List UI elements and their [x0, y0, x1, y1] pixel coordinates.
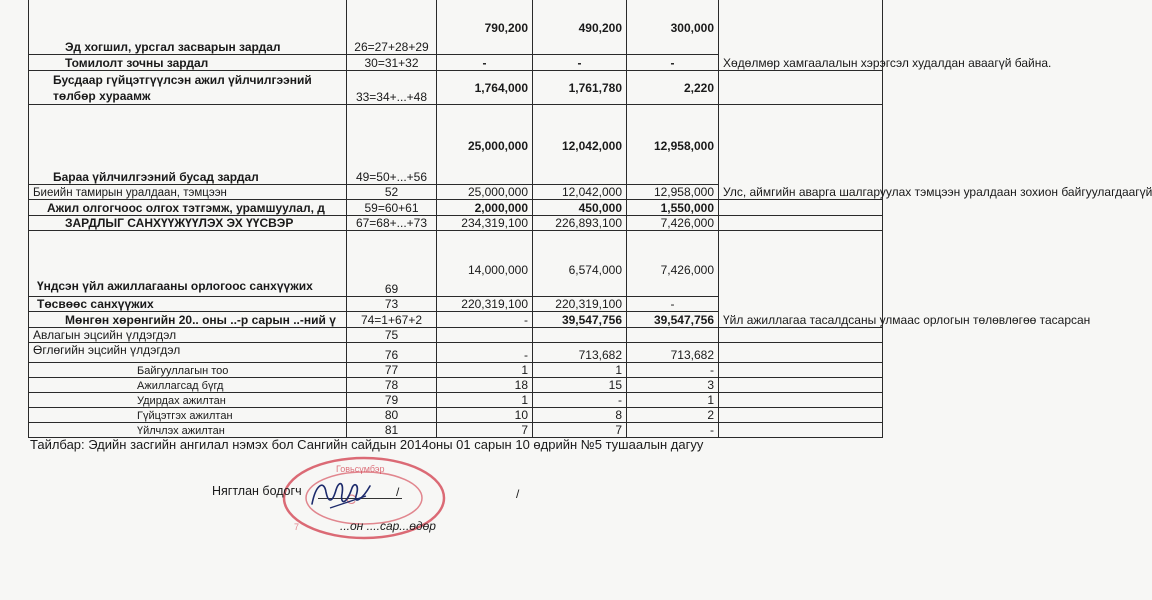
- row-note: [719, 393, 883, 408]
- row-code: 80: [347, 408, 437, 423]
- value-actual: 220,319,100: [533, 297, 627, 312]
- row-code: 81: [347, 423, 437, 438]
- row-note: [719, 343, 883, 363]
- value-planned: 234,319,100: [437, 216, 533, 231]
- table-row: [29, 216, 883, 231]
- table-row: [29, 328, 883, 343]
- row-label: Өглөгийн эцсийн үлдэгдэл: [29, 343, 347, 363]
- row-note: [719, 408, 883, 423]
- svg-text:С: С: [346, 491, 357, 507]
- value-actual: 490,200: [533, 0, 627, 55]
- value-planned: 1: [437, 393, 533, 408]
- value-difference: -: [627, 297, 719, 312]
- value-actual: 8: [533, 408, 627, 423]
- row-note: [719, 71, 883, 105]
- row-code: 78: [347, 378, 437, 393]
- row-code: 67=68+...+73: [347, 216, 437, 231]
- row-code: 69: [347, 231, 437, 297]
- row-code: 30=31+32: [347, 55, 437, 71]
- value-difference: [627, 328, 719, 343]
- value-actual: 450,000: [533, 200, 627, 216]
- row-label: ЗАРДЛЫГ САНХҮҮЖҮҮЛЭХ ЭХ ҮҮСВЭР: [29, 216, 347, 231]
- row-label: Эд хогшил, урсгал засварын зардал: [29, 0, 347, 55]
- footnote: Тайлбар: Эдийн засгийн ангилал нэмэх бол Сангийн сайдын 2014оны 01 сарын 10 өдрийн №5 тушаалын дагуу: [30, 437, 704, 452]
- value-difference: 300,000: [627, 0, 719, 55]
- value-planned: -: [437, 312, 533, 328]
- table-row: [29, 363, 883, 378]
- value-planned: 790,200: [437, 0, 533, 55]
- row-label: Бусдаар гүйцэтгүүлсэн ажил үйлчилгээний төлбөр хураамж: [29, 71, 347, 105]
- row-label: Төсвөөс санхүүжих: [29, 297, 347, 312]
- table-row: [29, 343, 883, 363]
- row-label: Байгууллагын тоо: [29, 363, 347, 378]
- row-note: [719, 200, 883, 216]
- row-code: 74=1+67+2: [347, 312, 437, 328]
- row-note: [719, 328, 883, 343]
- value-actual: 12,042,000: [533, 185, 627, 200]
- value-difference: -: [627, 363, 719, 378]
- row-code: 26=27+28+29: [347, 0, 437, 55]
- value-difference: 7,426,000: [627, 216, 719, 231]
- table-row: [29, 105, 883, 185]
- signature-icon: [306, 474, 376, 514]
- row-label: Мөнгөн хөрөнгийн 20.. оны ..-р сарын ..-ний ү: [29, 312, 347, 328]
- value-difference: 1: [627, 393, 719, 408]
- row-label: Гүйцэтгэх ажилтан: [29, 408, 347, 423]
- value-difference: -: [627, 423, 719, 438]
- value-planned: 7: [437, 423, 533, 438]
- table-row: [29, 408, 883, 423]
- row-code: 52: [347, 185, 437, 200]
- slash-mark: /: [396, 485, 400, 499]
- value-difference: 713,682: [627, 343, 719, 363]
- row-code: 76: [347, 343, 437, 363]
- value-difference: -: [627, 55, 719, 71]
- value-planned: 14,000,000: [437, 231, 533, 297]
- row-label: Үйлчлэх ажилтан: [29, 423, 347, 438]
- value-planned: 10: [437, 408, 533, 423]
- value-planned: [437, 328, 533, 343]
- table-row: [29, 71, 883, 105]
- table-row: [29, 423, 883, 438]
- table-row: [29, 200, 883, 216]
- value-actual: 226,893,100: [533, 216, 627, 231]
- value-difference: 12,958,000: [627, 185, 719, 200]
- row-note: [719, 378, 883, 393]
- row-note: [719, 216, 883, 231]
- value-actual: -: [533, 393, 627, 408]
- value-planned: 220,319,100: [437, 297, 533, 312]
- row-label: Удирдах ажилтан: [29, 393, 347, 408]
- value-actual: -: [533, 55, 627, 71]
- row-note: Хөдөлмөр хамгаалалын хэрэгсэл худалдан аваагүй байна.: [719, 0, 883, 71]
- table-row: [29, 378, 883, 393]
- row-label: Бараа үйлчилгээний бусад зардал: [29, 105, 347, 185]
- row-note: [719, 423, 883, 438]
- value-actual: 1: [533, 363, 627, 378]
- row-code: 77: [347, 363, 437, 378]
- row-label: Ажил олгогчоос олгох тэтгэмж, урамшуулал, д: [29, 200, 347, 216]
- value-actual: 713,682: [533, 343, 627, 363]
- table-row: [29, 393, 883, 408]
- value-planned: 2,000,000: [437, 200, 533, 216]
- accountant-label: Нягтлан бодогч: [212, 484, 302, 498]
- row-code: 79: [347, 393, 437, 408]
- value-planned: 1,764,000: [437, 71, 533, 105]
- row-label: Авлагын эцсийн үлдэгдэл: [29, 328, 347, 343]
- value-actual: [533, 328, 627, 343]
- row-code: 73: [347, 297, 437, 312]
- value-difference: 3: [627, 378, 719, 393]
- value-actual: 12,042,000: [533, 105, 627, 185]
- row-label: Томилолт зочны зардал: [29, 55, 347, 71]
- value-difference: 1,550,000: [627, 200, 719, 216]
- row-label: Биеийн тамирын уралдаан, тэмцээн: [29, 185, 347, 200]
- value-actual: 15: [533, 378, 627, 393]
- budget-report-table: [28, 0, 1152, 438]
- value-difference: 39,547,756: [627, 312, 719, 328]
- row-note: [719, 363, 883, 378]
- value-actual: 39,547,756: [533, 312, 627, 328]
- svg-text:Говьсүмбэр: Говьсүмбэр: [336, 464, 385, 474]
- table-row: [29, 231, 883, 297]
- date-line: ...он ....сар...өдөр: [340, 519, 436, 533]
- value-difference: 2: [627, 408, 719, 423]
- row-code: 59=60+61: [347, 200, 437, 216]
- value-difference: 12,958,000: [627, 105, 719, 185]
- row-code: 75: [347, 328, 437, 343]
- value-actual: 1,761,780: [533, 71, 627, 105]
- row-note: Үйл ажиллагаа тасалдсаны улмаас орлогын төлөвлөгөө тасарсан: [719, 231, 883, 328]
- value-planned: 1: [437, 363, 533, 378]
- row-code: 49=50+...+56: [347, 105, 437, 185]
- slash-mark: /: [516, 487, 520, 501]
- row-code: 33=34+...+48: [347, 71, 437, 105]
- value-planned: 18: [437, 378, 533, 393]
- svg-text:7: 7: [294, 522, 300, 532]
- value-difference: 7,426,000: [627, 231, 719, 297]
- value-planned: -: [437, 55, 533, 71]
- value-difference: 2,220: [627, 71, 719, 105]
- row-label: Ажиллагсад бүгд: [29, 378, 347, 393]
- value-planned: 25,000,000: [437, 185, 533, 200]
- table-row: [29, 0, 883, 55]
- row-note: Улс, аймгийн аварга шалгаруулах тэмцээн уралдаан зохион байгуулагдаагүй: [719, 105, 883, 200]
- value-planned: -: [437, 343, 533, 363]
- row-label: Үндсэн үйл ажиллагааны орлогоос санхүүжих: [29, 231, 347, 297]
- value-actual: 7: [533, 423, 627, 438]
- value-actual: 6,574,000: [533, 231, 627, 297]
- value-planned: 25,000,000: [437, 105, 533, 185]
